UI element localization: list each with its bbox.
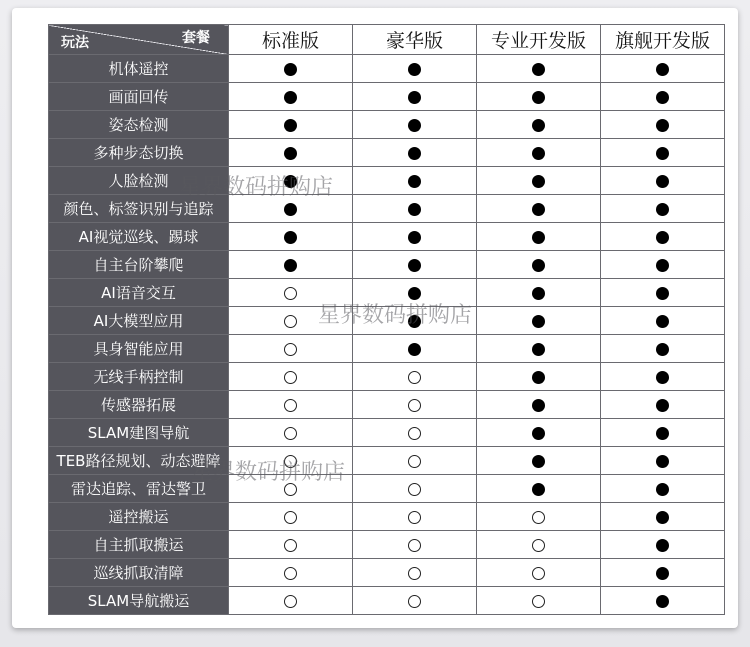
- package-header-deluxe: 豪华版: [353, 25, 477, 55]
- support-cell-professional-dev: [477, 447, 601, 475]
- feature-label: TEB路径规划、动态避障: [49, 447, 229, 475]
- filled-circle-icon: [284, 63, 297, 76]
- support-cell-deluxe: [353, 419, 477, 447]
- support-cell-flagship-dev: [601, 587, 725, 615]
- support-cell-professional-dev: [477, 55, 601, 83]
- support-cell-deluxe: [353, 391, 477, 419]
- filled-circle-icon: [408, 315, 421, 328]
- support-cell-standard: [229, 223, 353, 251]
- filled-circle-icon: [408, 63, 421, 76]
- table-row: [49, 167, 725, 195]
- feature-label: AI大模型应用: [49, 307, 229, 335]
- feature-label: 自主台阶攀爬: [49, 251, 229, 279]
- empty-circle-icon: [284, 539, 297, 552]
- empty-circle-icon: [284, 567, 297, 580]
- table-row: [49, 195, 725, 223]
- filled-circle-icon: [656, 371, 669, 384]
- empty-circle-icon: [408, 483, 421, 496]
- support-cell-standard: [229, 167, 353, 195]
- support-cell-standard: [229, 195, 353, 223]
- support-cell-deluxe: [353, 83, 477, 111]
- filled-circle-icon: [656, 427, 669, 440]
- table-row: [49, 139, 725, 167]
- table-row: [49, 419, 725, 447]
- support-cell-professional-dev: [477, 83, 601, 111]
- filled-circle-icon: [284, 175, 297, 188]
- filled-circle-icon: [532, 399, 545, 412]
- table-row: [49, 223, 725, 251]
- support-cell-professional-dev: [477, 363, 601, 391]
- support-cell-standard: [229, 419, 353, 447]
- empty-circle-icon: [408, 511, 421, 524]
- support-cell-flagship-dev: [601, 279, 725, 307]
- support-cell-deluxe: [353, 279, 477, 307]
- support-cell-standard: [229, 111, 353, 139]
- package-comparison-table: [48, 24, 725, 615]
- corner-label-feature: 玩法: [61, 35, 89, 51]
- filled-circle-icon: [532, 371, 545, 384]
- support-cell-deluxe: [353, 335, 477, 363]
- support-cell-flagship-dev: [601, 251, 725, 279]
- support-cell-professional-dev: [477, 503, 601, 531]
- support-cell-professional-dev: [477, 167, 601, 195]
- empty-circle-icon: [284, 287, 297, 300]
- support-cell-flagship-dev: [601, 559, 725, 587]
- empty-circle-icon: [284, 595, 297, 608]
- support-cell-flagship-dev: [601, 139, 725, 167]
- support-cell-standard: [229, 531, 353, 559]
- empty-circle-icon: [408, 371, 421, 384]
- support-cell-professional-dev: [477, 279, 601, 307]
- table-row: [49, 391, 725, 419]
- support-cell-flagship-dev: [601, 419, 725, 447]
- support-cell-deluxe: [353, 167, 477, 195]
- filled-circle-icon: [408, 287, 421, 300]
- filled-circle-icon: [284, 91, 297, 104]
- empty-circle-icon: [284, 427, 297, 440]
- corner-label-package: 套餐: [182, 30, 210, 46]
- support-cell-professional-dev: [477, 559, 601, 587]
- feature-label: 雷达追踪、雷达警卫: [49, 475, 229, 503]
- table-row: [49, 335, 725, 363]
- filled-circle-icon: [532, 287, 545, 300]
- filled-circle-icon: [532, 175, 545, 188]
- support-cell-standard: [229, 559, 353, 587]
- support-cell-professional-dev: [477, 307, 601, 335]
- filled-circle-icon: [656, 567, 669, 580]
- support-cell-deluxe: [353, 559, 477, 587]
- support-cell-flagship-dev: [601, 335, 725, 363]
- package-header-flagship-dev: 旗舰开发版: [601, 25, 725, 55]
- filled-circle-icon: [656, 147, 669, 160]
- filled-circle-icon: [408, 91, 421, 104]
- support-cell-flagship-dev: [601, 363, 725, 391]
- support-cell-professional-dev: [477, 587, 601, 615]
- support-cell-flagship-dev: [601, 55, 725, 83]
- filled-circle-icon: [532, 455, 545, 468]
- support-cell-standard: [229, 503, 353, 531]
- filled-circle-icon: [532, 427, 545, 440]
- filled-circle-icon: [656, 315, 669, 328]
- support-cell-standard: [229, 475, 353, 503]
- support-cell-standard: [229, 587, 353, 615]
- filled-circle-icon: [408, 259, 421, 272]
- feature-label: 姿态检测: [49, 111, 229, 139]
- filled-circle-icon: [532, 483, 545, 496]
- support-cell-professional-dev: [477, 111, 601, 139]
- filled-circle-icon: [656, 595, 669, 608]
- support-cell-flagship-dev: [601, 391, 725, 419]
- feature-label: 自主抓取搬运: [49, 531, 229, 559]
- support-cell-standard: [229, 307, 353, 335]
- table-row: [49, 559, 725, 587]
- table-row: [49, 307, 725, 335]
- filled-circle-icon: [532, 231, 545, 244]
- support-cell-flagship-dev: [601, 111, 725, 139]
- feature-label: 传感器拓展: [49, 391, 229, 419]
- support-cell-professional-dev: [477, 335, 601, 363]
- filled-circle-icon: [656, 203, 669, 216]
- empty-circle-icon: [284, 371, 297, 384]
- support-cell-flagship-dev: [601, 475, 725, 503]
- table-row: [49, 251, 725, 279]
- table-body: [49, 55, 725, 615]
- filled-circle-icon: [656, 63, 669, 76]
- filled-circle-icon: [532, 315, 545, 328]
- support-cell-deluxe: [353, 251, 477, 279]
- filled-circle-icon: [532, 63, 545, 76]
- filled-circle-icon: [656, 511, 669, 524]
- support-cell-standard: [229, 335, 353, 363]
- filled-circle-icon: [284, 119, 297, 132]
- empty-circle-icon: [408, 567, 421, 580]
- support-cell-standard: [229, 279, 353, 307]
- empty-circle-icon: [532, 567, 545, 580]
- filled-circle-icon: [284, 259, 297, 272]
- filled-circle-icon: [284, 231, 297, 244]
- feature-label: 巡线抓取清障: [49, 559, 229, 587]
- support-cell-standard: [229, 391, 353, 419]
- feature-label: 具身智能应用: [49, 335, 229, 363]
- support-cell-professional-dev: [477, 531, 601, 559]
- empty-circle-icon: [284, 399, 297, 412]
- empty-circle-icon: [284, 343, 297, 356]
- support-cell-standard: [229, 251, 353, 279]
- support-cell-professional-dev: [477, 475, 601, 503]
- support-cell-deluxe: [353, 195, 477, 223]
- filled-circle-icon: [656, 175, 669, 188]
- filled-circle-icon: [532, 259, 545, 272]
- support-cell-standard: [229, 55, 353, 83]
- table-row: [49, 111, 725, 139]
- comparison-card: [12, 8, 738, 628]
- table-row: [49, 587, 725, 615]
- support-cell-flagship-dev: [601, 83, 725, 111]
- table-row: [49, 447, 725, 475]
- empty-circle-icon: [532, 511, 545, 524]
- support-cell-deluxe: [353, 475, 477, 503]
- support-cell-professional-dev: [477, 139, 601, 167]
- empty-circle-icon: [284, 455, 297, 468]
- support-cell-standard: [229, 139, 353, 167]
- support-cell-professional-dev: [477, 251, 601, 279]
- support-cell-flagship-dev: [601, 503, 725, 531]
- filled-circle-icon: [408, 231, 421, 244]
- support-cell-flagship-dev: [601, 223, 725, 251]
- support-cell-flagship-dev: [601, 531, 725, 559]
- feature-label: 机体遥控: [49, 55, 229, 83]
- support-cell-flagship-dev: [601, 195, 725, 223]
- support-cell-deluxe: [353, 587, 477, 615]
- filled-circle-icon: [532, 119, 545, 132]
- table-row: [49, 503, 725, 531]
- filled-circle-icon: [532, 203, 545, 216]
- support-cell-flagship-dev: [601, 167, 725, 195]
- feature-label: AI视觉巡线、踢球: [49, 223, 229, 251]
- empty-circle-icon: [532, 595, 545, 608]
- support-cell-deluxe: [353, 55, 477, 83]
- header-row: [49, 25, 725, 55]
- feature-label: 遥控搬运: [49, 503, 229, 531]
- table-row: [49, 279, 725, 307]
- filled-circle-icon: [532, 147, 545, 160]
- empty-circle-icon: [408, 427, 421, 440]
- feature-label: 人脸检测: [49, 167, 229, 195]
- filled-circle-icon: [656, 231, 669, 244]
- empty-circle-icon: [284, 315, 297, 328]
- empty-circle-icon: [408, 539, 421, 552]
- support-cell-flagship-dev: [601, 307, 725, 335]
- table-row: [49, 475, 725, 503]
- support-cell-deluxe: [353, 531, 477, 559]
- support-cell-deluxe: [353, 307, 477, 335]
- filled-circle-icon: [284, 147, 297, 160]
- feature-label: 画面回传: [49, 83, 229, 111]
- filled-circle-icon: [532, 343, 545, 356]
- empty-circle-icon: [284, 483, 297, 496]
- feature-label: 多种步态切换: [49, 139, 229, 167]
- watermark: 星界数码拼购店: [179, 175, 334, 200]
- support-cell-deluxe: [353, 363, 477, 391]
- filled-circle-icon: [656, 399, 669, 412]
- support-cell-deluxe: [353, 111, 477, 139]
- filled-circle-icon: [284, 203, 297, 216]
- support-cell-standard: [229, 83, 353, 111]
- filled-circle-icon: [656, 91, 669, 104]
- empty-circle-icon: [408, 455, 421, 468]
- filled-circle-icon: [408, 175, 421, 188]
- table-row: [49, 83, 725, 111]
- empty-circle-icon: [284, 511, 297, 524]
- filled-circle-icon: [656, 287, 669, 300]
- support-cell-standard: [229, 447, 353, 475]
- filled-circle-icon: [656, 259, 669, 272]
- empty-circle-icon: [408, 399, 421, 412]
- watermark: 星界数码拼购店: [191, 460, 346, 485]
- support-cell-deluxe: [353, 223, 477, 251]
- feature-label: AI语音交互: [49, 279, 229, 307]
- support-cell-professional-dev: [477, 391, 601, 419]
- filled-circle-icon: [532, 91, 545, 104]
- feature-label: 颜色、标签识别与追踪: [49, 195, 229, 223]
- empty-circle-icon: [408, 595, 421, 608]
- support-cell-deluxe: [353, 139, 477, 167]
- support-cell-professional-dev: [477, 223, 601, 251]
- filled-circle-icon: [408, 119, 421, 132]
- feature-label: SLAM建图导航: [49, 419, 229, 447]
- feature-label: 无线手柄控制: [49, 363, 229, 391]
- corner-header: [49, 25, 229, 55]
- feature-label: SLAM导航搬运: [49, 587, 229, 615]
- support-cell-professional-dev: [477, 419, 601, 447]
- filled-circle-icon: [408, 343, 421, 356]
- filled-circle-icon: [408, 147, 421, 160]
- table-row: [49, 363, 725, 391]
- support-cell-flagship-dev: [601, 447, 725, 475]
- package-header-standard: 标准版: [229, 25, 353, 55]
- filled-circle-icon: [656, 455, 669, 468]
- support-cell-standard: [229, 363, 353, 391]
- empty-circle-icon: [532, 539, 545, 552]
- filled-circle-icon: [656, 343, 669, 356]
- watermark: 星界数码拼购店: [318, 303, 473, 328]
- filled-circle-icon: [656, 539, 669, 552]
- filled-circle-icon: [656, 119, 669, 132]
- support-cell-deluxe: [353, 503, 477, 531]
- support-cell-professional-dev: [477, 195, 601, 223]
- filled-circle-icon: [408, 203, 421, 216]
- support-cell-deluxe: [353, 447, 477, 475]
- filled-circle-icon: [656, 483, 669, 496]
- table-row: [49, 55, 725, 83]
- table-row: [49, 531, 725, 559]
- package-header-professional-dev: 专业开发版: [477, 25, 601, 55]
